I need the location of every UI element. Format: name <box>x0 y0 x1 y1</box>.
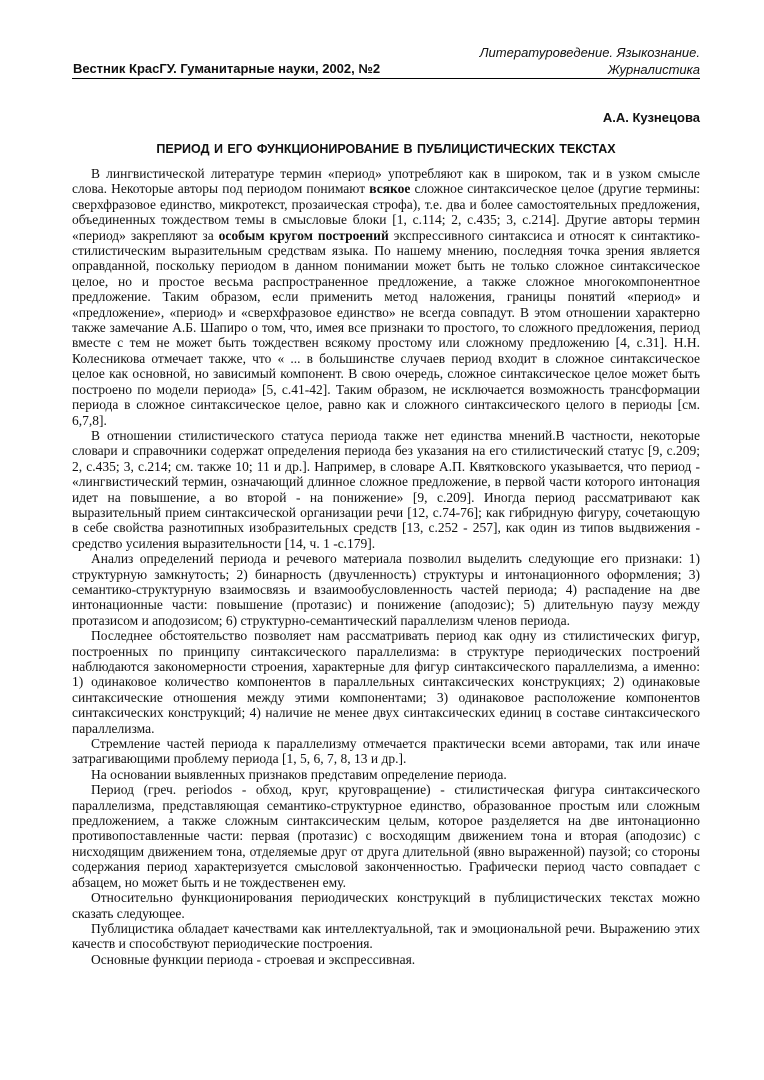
paragraph-5: Стремление частей периода к параллелизму отмечается практически всеми авторами, так или иначе затрагивающими проблему периода [1, 5, 6, 7, 8, 13 и др.]. <box>72 736 700 767</box>
paragraph-1-text-b: сложное синтаксическое целое (другие термины: сверхфразовое единство, микротекст, прозаическая строфа), т.е. два и более самостоятельных предложения, объединенных тождеством темы в смысловые блоки [1, с.114; 2, с.435; 3, с.214]. Другие авторы термин «период» закрепляют за <box>72 181 701 243</box>
header-divider <box>72 78 700 79</box>
paragraph-1 <box>72 166 700 428</box>
section-header-line1: Литературоведение. Языкознание. <box>479 45 700 60</box>
section-header-line2: Журналистика <box>607 62 700 77</box>
paragraph-1-text-c: экспрессивного синтаксиса и относят к синтактико-стилистическим выразительным средствам языка. По нашему мнению, последняя точка зрения является оправданной, поскольку периодом в данном понимании может быть не только сложное синтаксическое целое, но и простое весьма распространенное предложение, а также сложное многокомпонентное предложение. Таким образом, если применить метод наложения, границы понятий «период» и «предложение», «период» и «сверхфразовое единство» не всегда совпадут. В этом отношении характерно также замечание А.Б. Шапиро о том, что, имея все признаки то простого, то сложного предложения, период вместе с тем не может быть тождествен всякому простому или сложному предложению [4, с.31]. Н.Н. Колесникова отмечает также, что « ... в большинстве случаев период входит в сложное синтаксическое целое как основной, но зависимый компонент. В свою очередь, сложное синтаксическое целое может быть построено по модели периода» [5, с.41-42]. Таким образом, не исключается возможность трансформации периода в сложное синтаксическое целое, равно как и сложного синтаксического целого в периоды [см. 6,7,8]. <box>72 227 700 428</box>
paragraph-8: Относительно функционирования периодических конструкций в публицистических текстах можно сказать следующее. <box>72 890 700 921</box>
paragraph-4: Последнее обстоятельство позволяет нам рассматривать период как одну из стилистических фигур, построенных по принципу синтаксического параллелизма: в структуре периодических построений наблюдаются закономерности строения, характерные для фигур синтаксического параллелизма, а именно: 1) одинаковое количество компонентов в параллельных синтаксических конструкциях; 2) одинаковые синтаксические отношения между этими компонентами; 3) одинаковое расположение компонентов синтаксических конструкций; 4) наличие не менее двух синтаксических единиц в составе синтаксического параллелизма. <box>72 628 700 736</box>
paragraph-9: Публицистика обладает качествами как интеллектуальной, так и эмоциональной речи. Выражению этих качеств и способствуют периодические построения. <box>72 920 700 952</box>
paragraph-1-bold-b: особым кругом построений <box>218 227 389 243</box>
paragraph-2: В отношении стилистического статуса периода также нет единства мнений.В частности, некоторые словари и справочники содержат определения периода без указания на его стилистический статус [9, с.209; 2, с.435; 3, с.214; см. также 10; 11 и др.]. Например, в словаре А.П. Квятковского указывается, что период - «лингвистический термин, означающий длинное сложное предложение, в первой части которого интонация идет на повышение, а во второй - на понижение» [9, с.209]. Иногда период рассматривают как выразительный прием синтаксической организации речи [12, с.74-76]; как гибридную фигуру, сочетающую в себе свойства разнотипных изобразительных средств [13, с.252 - 257], как один из типов выдвижения - средство усиления выразительности [14, ч. 1 -с.179]. <box>72 427 700 551</box>
journal-header: Вестник КрасГУ. Гуманитарные науки, 2002, №2 <box>73 61 381 76</box>
paragraph-1-text-a: В лингвистической литературе термин «период» употребляют как в широком, так и в узком смысле слова. Некоторые авторы под периодом понимают <box>72 166 700 197</box>
section-header <box>480 44 700 78</box>
article-title: ПЕРИОД И ЕГО ФУНКЦИОНИРОВАНИЕ В ПУБЛИЦИСТИЧЕСКИХ ТЕКСТАХ <box>156 142 616 156</box>
paragraph-7: Период (греч. periodos - обход, круг, круговращение) - стилистическая фигура синтаксического параллелизма, представляющая семантико-структурное единство, образованное простым или сложным предложением, а также сложным синтаксическим целым, которое разделяется на две интонационно противопоставленные части: первая (протазис) с восходящим движением тона и вторая (аподозис) с нисходящим движением тона, отделяемые друг от друга длительной (явно выраженной) паузой; со стороны содержания период характеризуется смысловой законченностью. Графически период часто совпадает с абзацем, но может быть и не тождественен ему. <box>72 782 700 890</box>
paragraph-1-bold-a: всякое <box>369 181 411 197</box>
author-name: А.А. Кузнецова <box>602 110 700 125</box>
article-body <box>72 166 700 967</box>
paragraph-6: На основании выявленных признаков представим определение периода. <box>91 766 507 782</box>
paragraph-10: Основные функции периода - строевая и экспрессивная. <box>91 951 416 967</box>
paragraph-3: Анализ определений периода и речевого материала позволил выделить следующие его признаки: 1) структурную замкнутость; 2) бинарность (двучленность) структуры и интонационного оформления; 3) семантико-структурную взаимосвязь и взаимообусловленность частей периода; 4) распадение на две интонационные части: повышение (протазис) и понижение (аподозис); 5) длительную паузу между протазисом и аподозисом; 6) структурно-семантический параллелизм членов периода. <box>72 551 700 628</box>
